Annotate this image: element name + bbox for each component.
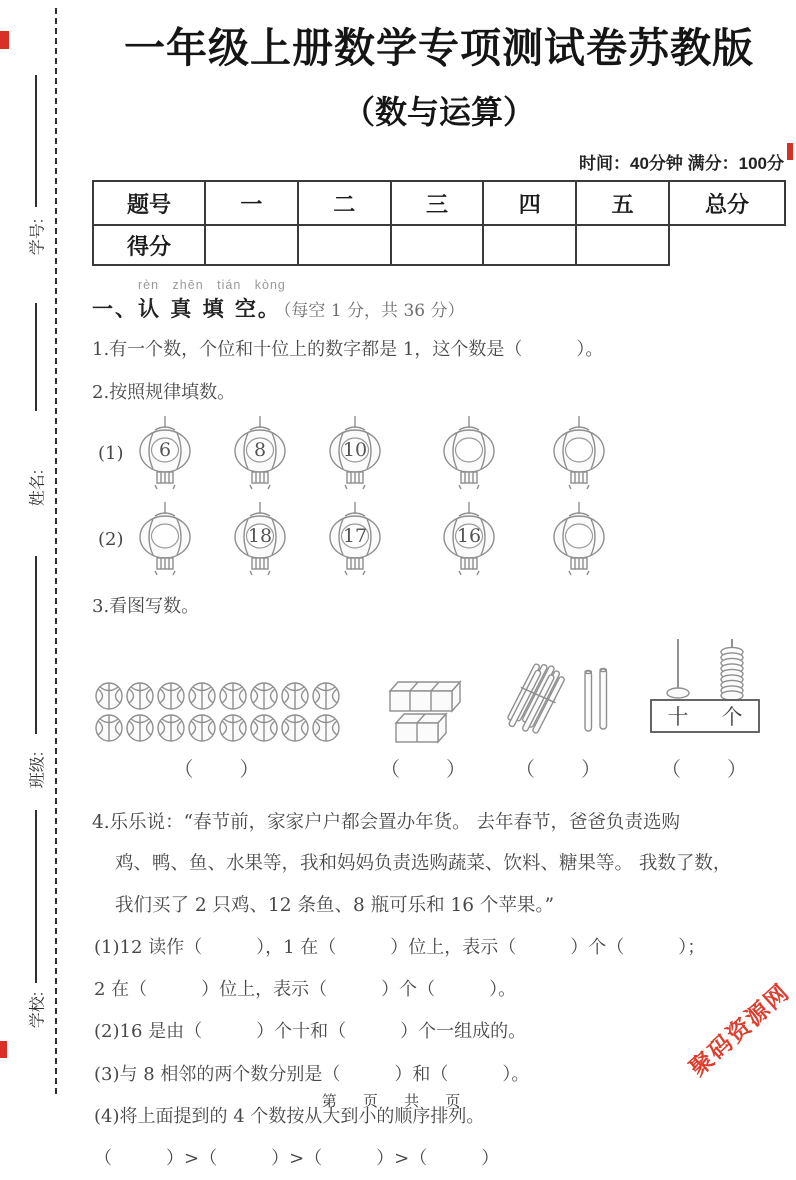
score-table: [92, 180, 786, 266]
answer-blank: （ ）: [380, 756, 468, 781]
write-line: [35, 75, 37, 207]
student-id-label: 学号:: [29, 218, 47, 256]
score-table-header-cell: 题号: [93, 181, 205, 225]
score-table-header-cell: 三: [391, 181, 484, 225]
registration-mark: [0, 31, 9, 49]
lantern-blank: [548, 501, 610, 579]
section-title: 一、认 真 填 空。: [92, 296, 281, 322]
score-row-label: 得分: [93, 225, 205, 265]
question-4-sub-3: (3)与 8 相邻的两个数分别是（ ）和（ ）。: [94, 1063, 530, 1085]
question-4-sub-1a: (1)12 读作（ ），1 在（ ）位上，表示（ ）个（ ）；: [94, 936, 706, 958]
question-4-ordering-blanks: （ ）>（ ）>（ ）>（ ）: [94, 1148, 500, 1170]
registration-mark: [787, 143, 793, 160]
lantern-18: 18: [229, 501, 291, 579]
question-2-row-1: [98, 415, 786, 493]
write-line: [35, 556, 37, 734]
lantern-16: 16: [438, 501, 500, 579]
section-1-heading: [92, 278, 786, 323]
score-table-header-cell: 一: [205, 181, 298, 225]
lantern-17: 17: [324, 501, 386, 579]
basketballs-figure: [94, 681, 341, 782]
school-label: 学校:: [29, 991, 47, 1029]
question-4-sub-2: (2)16 是由（ ）个十和（ ）个一组成的。: [94, 1021, 527, 1043]
subitem-label: (2): [98, 529, 124, 551]
score-table-header-cell: 二: [298, 181, 391, 225]
answer-blank: （ ）: [515, 756, 603, 781]
class-label: 班级:: [29, 751, 47, 789]
question-1: 1.有一个数，个位和十位上的数字都是 1，这个数是（ ）。: [92, 339, 604, 361]
subitem-label: (1): [98, 443, 124, 465]
time-and-score-info: 时间：40分钟 满分：100分: [579, 154, 784, 174]
main-content: [92, 0, 786, 1180]
score-table-header-cell: 总分: [669, 181, 785, 225]
write-line: [35, 810, 37, 983]
section-points-note: （每空 1 分，共 36 分）: [282, 301, 465, 322]
pinyin-annotation: rèn zhēn tián kòng: [138, 278, 286, 293]
page-subtitle: （数与运算）: [342, 94, 535, 131]
question-4-sub-4: (4)将上面提到的 4 个数按从大到小的顺序排列。: [94, 1105, 485, 1127]
lantern-blank: [438, 415, 500, 493]
watermark: 聚码资源网: [684, 978, 795, 1082]
lantern-blank: [548, 415, 610, 493]
lantern-10: 10: [324, 415, 386, 493]
answer-blank: （ ）: [173, 756, 262, 781]
question-4-line-1: 4.乐乐说：“春节前，家家户户都会置办年货。 去年春节，爸爸负责选购: [92, 811, 680, 833]
lantern-blank: [134, 501, 196, 579]
cubes-figure: [376, 665, 472, 782]
question-4-line-2: 鸡、鸭、鱼、水果等，我和妈妈负责选购蔬菜、饮料、糖果等。 我数了数，: [115, 853, 732, 875]
page-footer: 第 页 共 页: [321, 1093, 472, 1110]
sticks-figure: [507, 655, 611, 782]
question-3-figures: [94, 637, 784, 782]
answer-blank: （ ）: [661, 756, 749, 781]
score-cell: [576, 225, 669, 265]
score-table-header-cell: 五: [576, 181, 669, 225]
question-4-line-3: 我们买了 2 只鸡、12 条鱼、8 瓶可乐和 16 个苹果。”: [115, 895, 555, 917]
lantern-8: 8: [229, 415, 291, 493]
abacus-ones-label: 个: [721, 704, 743, 729]
score-cell: [205, 225, 298, 265]
write-line: [35, 303, 37, 411]
lantern-6: 6: [134, 415, 196, 493]
question-2-stem: 2.按照规律填数。: [92, 381, 236, 403]
question-3-stem: 3.看图写数。: [92, 595, 200, 617]
score-table-header-cell: 四: [483, 181, 576, 225]
question-2-row-2: [98, 501, 786, 579]
abacus-figure: [646, 637, 764, 782]
question-4-sub-1b: 2 在（ ）位上，表示（ ）个（ ）。: [94, 978, 517, 1000]
binding-dashed-line: [55, 8, 57, 1094]
score-cell: [391, 225, 484, 265]
registration-mark: [0, 1041, 7, 1058]
question-4: [92, 802, 786, 1180]
name-label: 姓名:: [29, 469, 47, 507]
page-title: 一年级上册数学专项测试卷苏教版: [124, 25, 754, 71]
score-cell: [483, 225, 576, 265]
abacus-tens-label: 十: [667, 704, 689, 729]
score-cell: [298, 225, 391, 265]
